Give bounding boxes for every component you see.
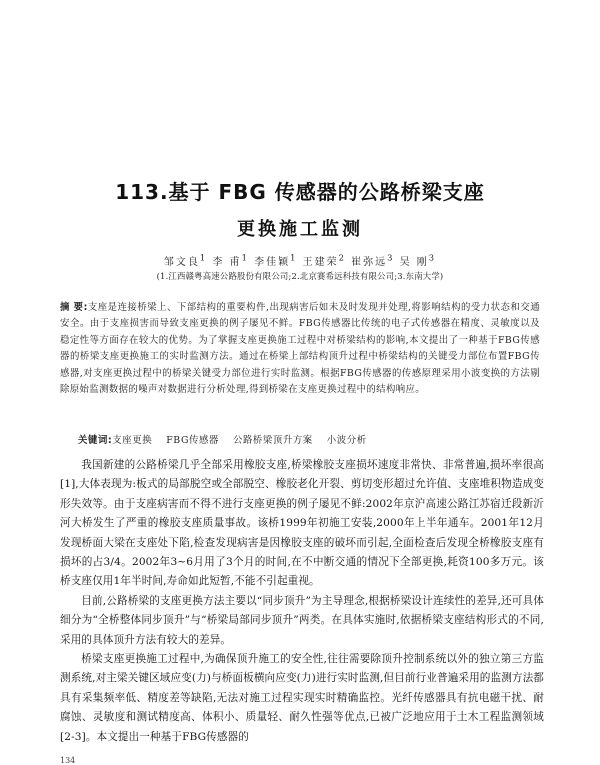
author: 李 甫$^1$ <box>212 253 249 269</box>
author-list <box>0 253 600 268</box>
keyword: 小波分析 <box>326 435 367 446</box>
abstract-text: 支座是连接桥梁上、下部结构的重要构件,出现病害后如未及时发现并处理,将影响结构的受力状态和交通安全。由于支座损害而导致支座更换的例子屡见不鲜。FBG传感器比传统的电子式传感器在精度、灵敏度以及稳定性等方面存在较大的优势。为了掌握支座更换施工过程中对桥梁结构的影响,本文提出了一种基于FBG传感器的桥梁支座更换施工的实时监测方法。通过在桥梁上部结构顶升过程中桥梁结构的关键受力部位布置FBG传感器,对支座更换过程中的桥梁关键受力部位进行实时监测。根据FBG传感器的传感原理采用小波变换的方法剔除原始监测数据的噪声对数据进行分析处理,得到桥梁在支座更换过程中的结构响应。 <box>60 302 540 396</box>
paper-title-line-2: 更换施工监测 <box>237 219 363 240</box>
author: 李佳颖$^1$ <box>254 253 298 269</box>
paper-title-line-1: 113.基于 FBG 传感器的公路桥梁支座 <box>115 180 485 204</box>
author: 邹文良$^1$ <box>163 253 208 269</box>
keyword: 支座更换 <box>112 435 153 446</box>
keywords <box>78 432 548 446</box>
keyword: 公路桥梁顶升方案 <box>232 435 313 446</box>
keyword: FBG传感器 <box>166 435 219 446</box>
body-text <box>60 456 544 747</box>
author: 王建荣$^2$ <box>302 253 346 269</box>
body-paragraph: 我国新建的公路桥梁几乎全部采用橡胶支座,桥梁橡胶支座损坏速度非常快、非常普遍,损坏率很高[1],大体表现为:板式的局部脱空或全部脱空、橡胶老化开裂、剪切变形超过允许值、支座堆积物造成变形失效等。由于支座病害而不得不进行支座更换的例子屡见不鲜:2002年京沪高速公路江苏宿迁段新沂河大桥发生了严重的橡胶支座质量事故。该桥1999年初施工安装,2000年上半年通车。2001年12月发现桥面大梁在支座处下陷,检查发现病害是因橡胶支座的破坏而引起,全面检查后发现全桥橡胶支座有损坏的占3/4。2002年3~6月用了3个月的时间,在不中断交通的情况下全部更换,耗资100多万元。该桥支座仅用1年半时间,寿命如此短暂,不能不引起重视。 <box>60 459 544 588</box>
body-paragraph: 桥梁支座更换施工过程中,为确保顶升施工的安全性,往往需要除顶升控制系统以外的独立第三方监测系统,对主梁关键区域应变(力)与桥面板横向应变(力)进行实时监测,但目前行业普遍采用的监测方法都具有采集频率低、精度差等缺陷,无法对施工过程实现实时精确监控。光纤传感器具有抗电磁干扰、耐腐蚀、灵敏度和测试精度高、体积小、质量轻、耐久性强等优点,已被广泛地应用于土木工程监测领域[2-3]。本文提出一种基于FBG传感器的 <box>60 653 544 743</box>
abstract <box>60 300 540 398</box>
affiliations: (1.江西赣粤高速公路股份有限公司;2.北京赛希远科技有限公司;3.东南大学) <box>156 271 444 281</box>
author: 吴 刚$^3$ <box>399 253 437 269</box>
abstract-label: 摘 要: <box>60 302 88 313</box>
keywords-label: 关键词: <box>78 435 113 446</box>
body-paragraph: 目前,公路桥梁的支座更换方法主要以“同步顶升”为主导理念,根据桥梁设计连续性的差异,还可具体细分为“全桥整体同步顶升”与“桥梁局部同步顶升”两类。在具体实施时,依据桥梁支座结构形式的不同,采用的具体顶升方法有较大的差异。 <box>60 594 544 646</box>
page-number: 134 <box>60 756 76 765</box>
author: 崔弥远$^3$ <box>351 253 395 269</box>
